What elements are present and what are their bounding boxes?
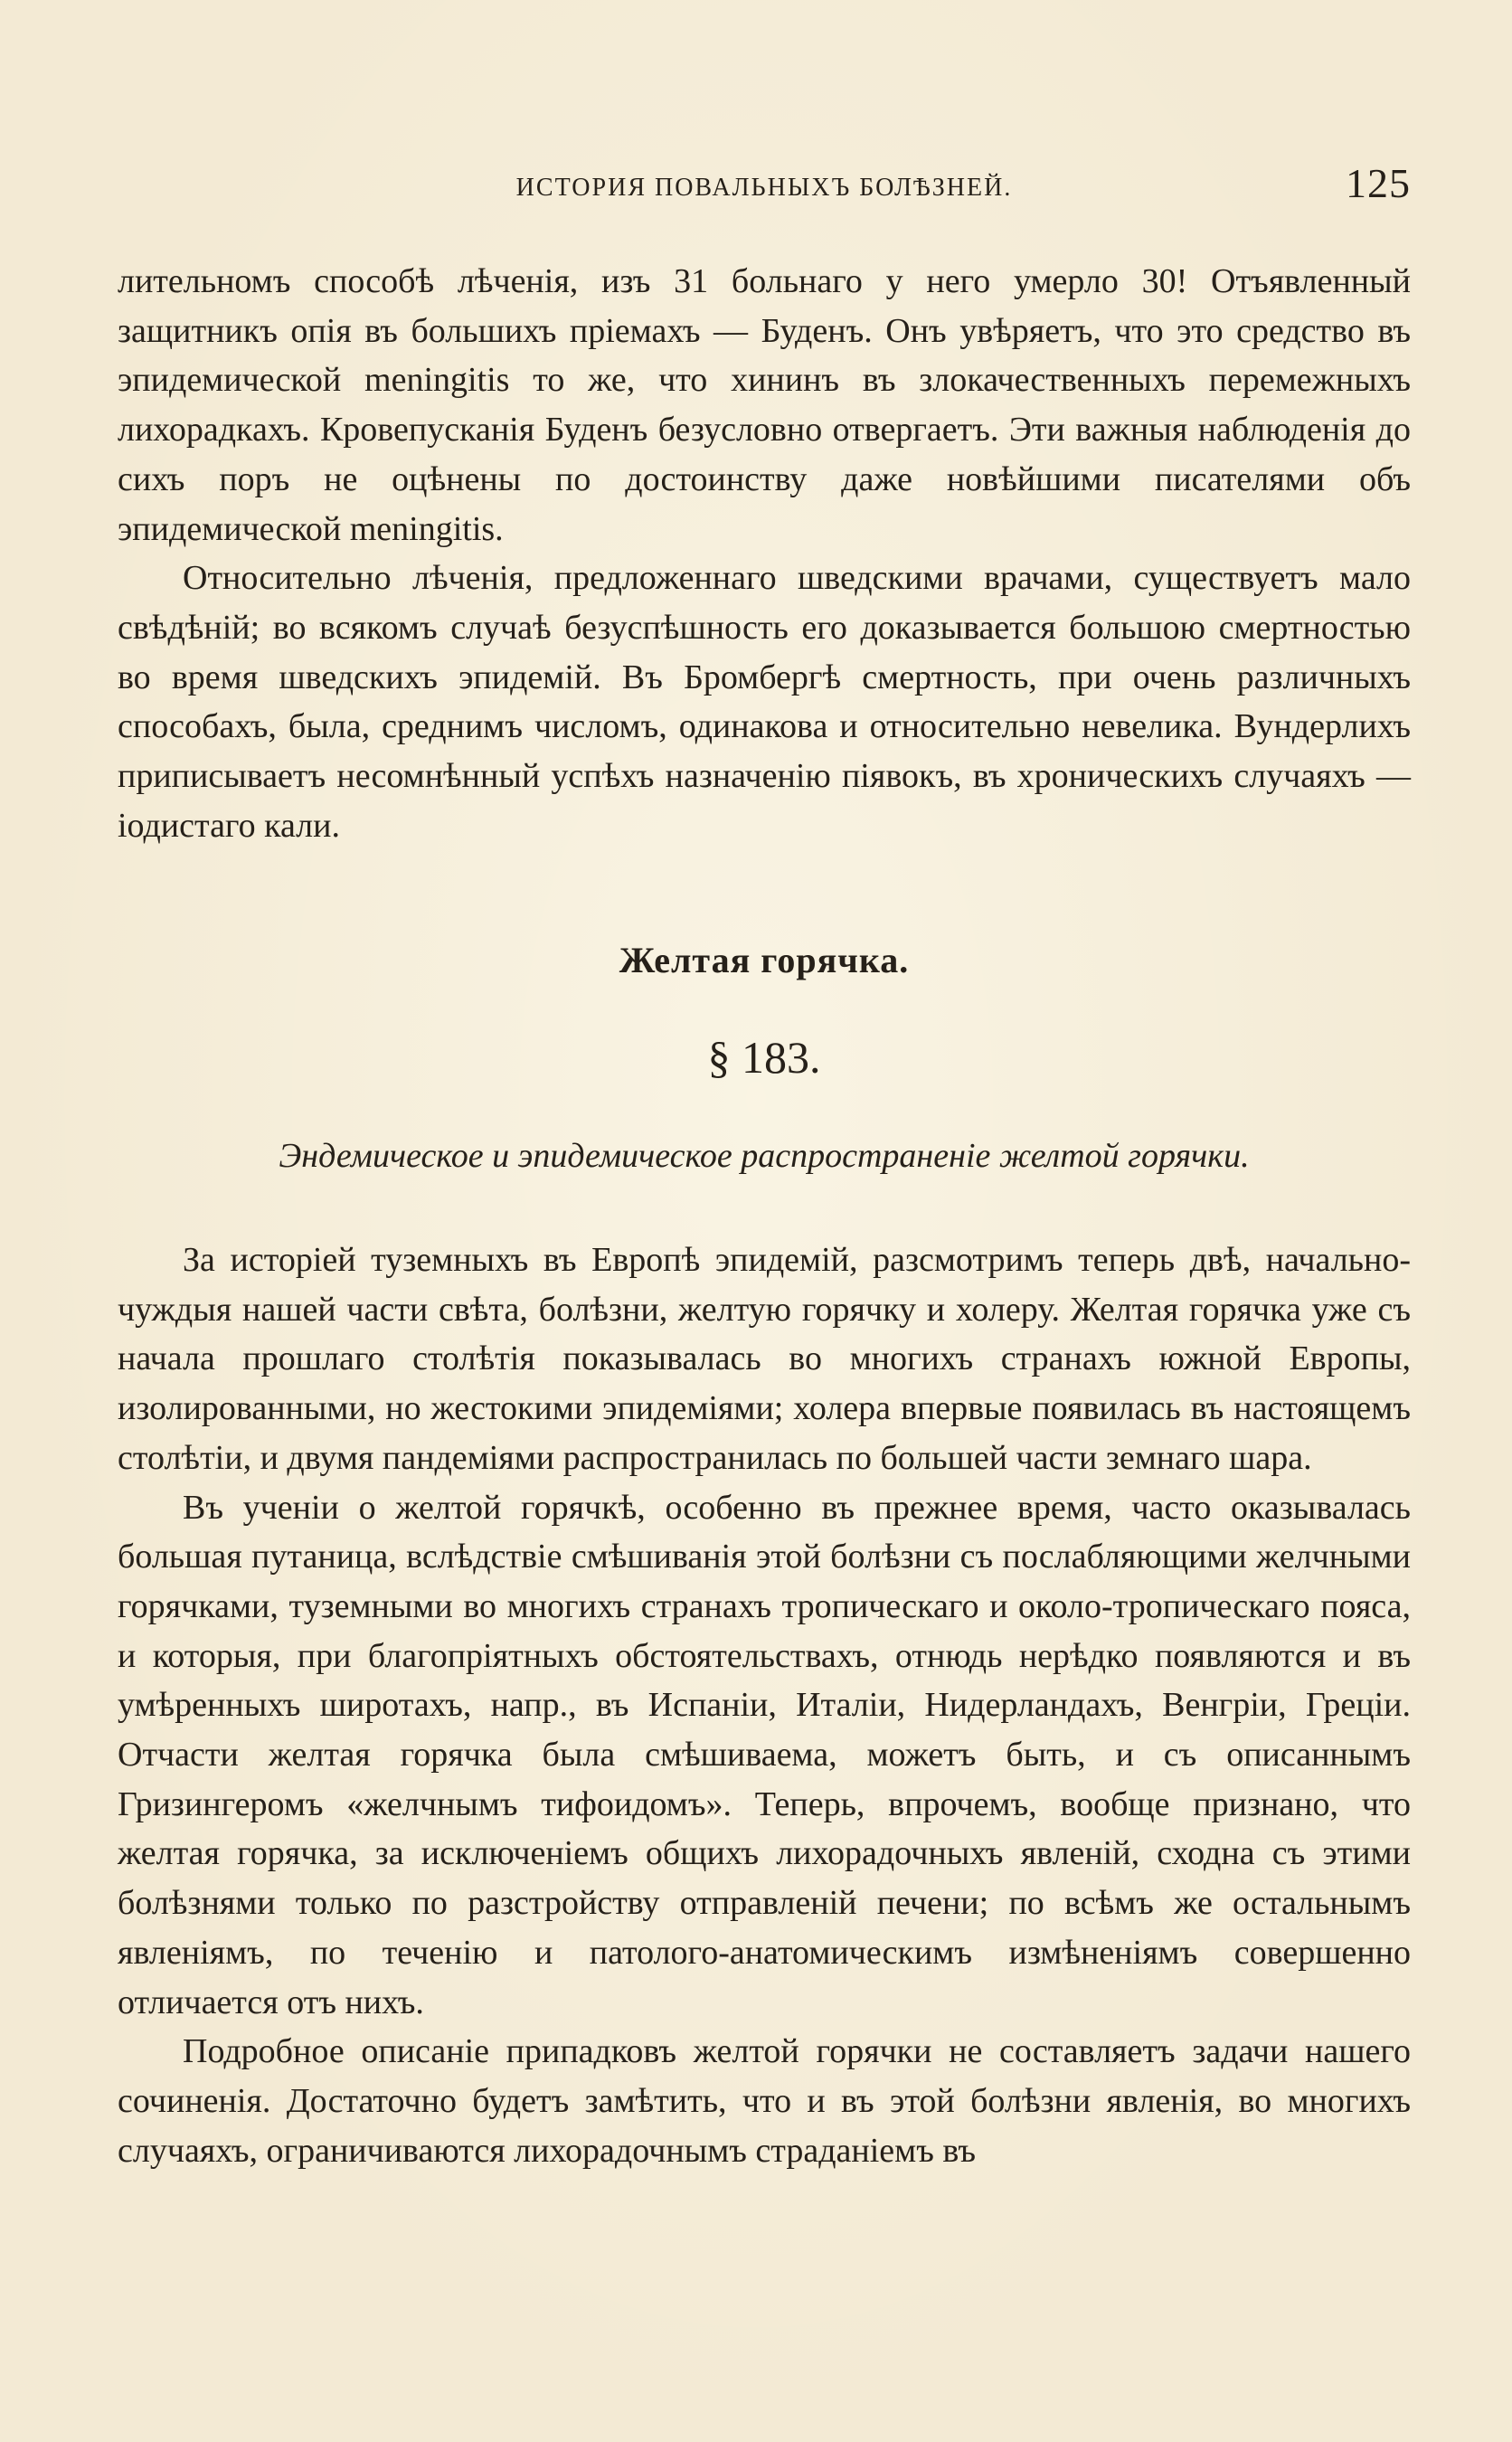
section-subtitle: Эндемическое и эпидемическое распространеніе желтой горячки.: [279, 1137, 1250, 1175]
bottom-text-block: [118, 1235, 1411, 2175]
section-heading: Желтая горячка.: [619, 940, 910, 980]
top-text-block: [118, 257, 1411, 850]
page-number: 125: [1346, 160, 1411, 206]
running-head: [118, 154, 1411, 217]
paragraph: Относительно лѣченія, предложеннаго шведскими врачами, существуетъ мало свѣдѣній; во всякомъ случаѣ безуспѣшность его доказывается большою смертностью во время шведскихъ эпидемій. Въ Бромбергѣ смертность, при очень различныхъ способахъ, была, среднимъ числомъ, одинакова и относительно невелика. Вундерлихъ приписываетъ несомнѣнный успѣхъ назначенію піявокъ, въ хроническихъ случаяхъ — іодистаго кали.: [118, 559, 1411, 845]
paragraph: Въ ученіи о желтой горячкѣ, особенно въ прежнее время, часто оказывалась большая путаница, вслѣдствіе смѣшиванія этой болѣзни съ послабляющими желчными горячками, туземными во многихъ странахъ тропическаго и около-тропическаго пояса, и которыя, при благопріятныхъ обстоятельствахъ, отнюдь нерѣдко появляются и въ умѣренныхъ широтахъ, напр., въ Испаніи, Италіи, Нидерландахъ, Венгріи, Греціи. Отчасти желтая горячка была смѣшиваема, можетъ быть, и съ описаннымъ Гризингеромъ «желчнымъ тифоидомъ». Теперь, впрочемъ, вообще признано, что желтая горячка, за исключеніемъ общихъ лихорадочныхъ явленій, сходна съ этими болѣзнями только по разстройству отправленій печени; по всѣмъ же остальнымъ явленіямъ, по теченію и патолого-анатомическимъ измѣненіямъ совершенно отличается отъ нихъ.: [118, 1488, 1411, 2021]
paragraph-continued: лительномъ способѣ лѣченія, изъ 31 больнаго у него умерло 30! Отъявленный защитникъ опія въ большихъ пріемахъ — Буденъ. Онъ увѣряетъ, что это средство въ эпидемической meningitis то же, что хининъ въ злокачественныхъ перемежныхъ лихорадкахъ. Кровепусканія Буденъ безусловно отвергаетъ. Эти важныя наблюденія до сихъ поръ не оцѣнены по достоинству даже новѣйшими писателями объ эпидемической meningitis.: [118, 262, 1411, 548]
paragraph: За исторіей туземныхъ въ Европѣ эпидемій, разсмотримъ теперь двѣ, начально-чуждыя нашей части свѣта, болѣзни, желтую горячку и холеру. Желтая горячка уже съ начала прошлаго столѣтія показывалась во многихъ странахъ южной Европы, изолированными, но жестокими эпидеміями; холера впервые появилась въ настоящемъ столѣтіи, и двумя пандеміями распространилась по большей части земнаго шара.: [118, 1241, 1411, 1477]
section-number: § 183.: [707, 1032, 821, 1083]
running-title: ИСТОРИЯ ПОВАЛЬНЫХЪ БОЛѢЗНЕЙ.: [515, 174, 1013, 202]
paragraph: Подробное описаніе припадковъ желтой горячки не составляетъ задачи нашего сочиненія. Достаточно будетъ замѣтить, что и въ этой болѣзни явленія, во многихъ случаяхъ, ограничиваются лихорадочнымъ страданіемъ въ: [118, 2032, 1411, 2170]
